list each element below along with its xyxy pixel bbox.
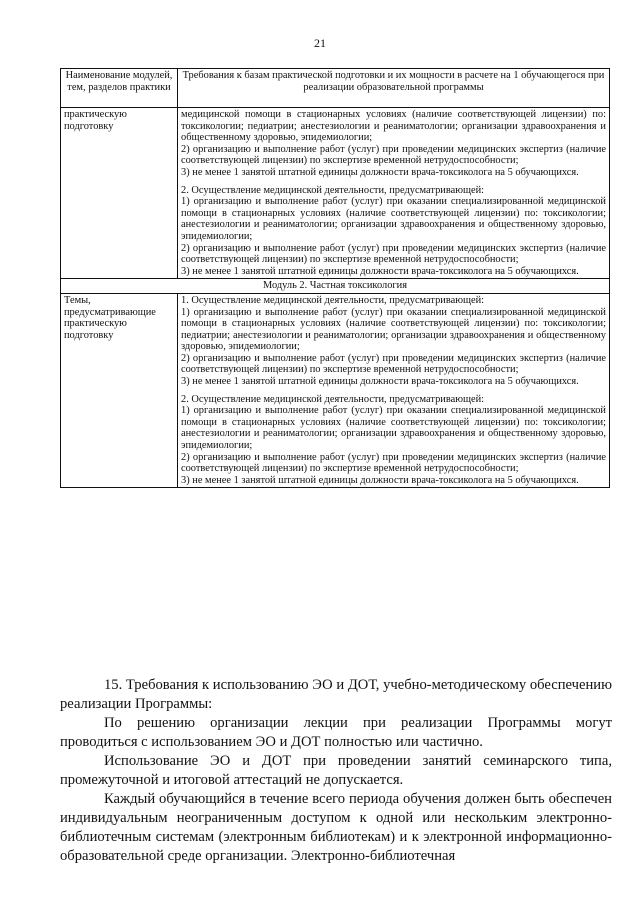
requirements-table: [60, 68, 610, 488]
row2-requirements-cell: [178, 293, 610, 488]
requirement-line: 2) организацию и выполнение работ (услуг) при проведении медицинских экспертиз (наличие соответствующей лицензии) по экспертизе временной нетрудоспособности;: [181, 242, 606, 266]
row1-topic-cell: практическую подготовку: [61, 108, 178, 279]
requirement-line: 1) организацию и выполнение работ (услуг) при оказании специализированной медицинской помощи в стационарных условиях (наличие соответствующей лицензии) по: токсикологии; анестезиологии и реаниматологии; организации здравоохранения и общественному здоровью, эпидемиологии;: [181, 196, 606, 242]
paragraph-library-access: Каждый обучающийся в течение всего периода обучения должен быть обеспечен индивидуальным неограниченным доступом к одной или нескольким электронно-библиотечным системам (электронным библиотекам) и к электронной информационно-образовательной среде организации. Электронно-библиотечная: [60, 791, 612, 864]
requirement-line: 1) организацию и выполнение работ (услуг) при оказании специализированной медицинской помощи в стационарных условиях (наличие соответствующей лицензии) по: токсикологии; педиатрии; анестезиологии и реаниматологии; организации здравоохранения и общественному здоровью, эпидемиологии;: [181, 306, 606, 353]
requirement-line: медицинской помощи в стационарных условиях (наличие соответствующей лицензии) по: токсикологии; педиатрии; анестезиологии и реаниматологии; организации здравоохранения и общественному здоровью, эпидемиологии;: [181, 109, 606, 144]
requirement-line: 2. Осуществление медицинской деятельности, предусматривающей:: [181, 393, 485, 405]
table-header-row: [61, 69, 610, 108]
requirement-line: 1. Осуществление медицинской деятельности, предусматривающей:: [181, 294, 485, 306]
row2-topic-cell: Темы, предусматривающие практическую подготовку: [61, 293, 178, 488]
row1-requirements-cell: [178, 108, 610, 279]
requirement-line: 3) не менее 1 занятой штатной единицы должности врача-токсиколога на 5 обучающихся.: [181, 166, 579, 178]
requirement-line: 2) организацию и выполнение работ (услуг) при проведении медицинских экспертиз (наличие соответствующей лицензии) по экспертизе временной нетрудоспособности;: [181, 143, 606, 167]
table-row: [61, 108, 610, 279]
header-modules-column: Наименование модулей, тем, разделов практики: [61, 69, 178, 108]
page-number: 21: [314, 36, 326, 50]
requirement-line: 3) не менее 1 занятой штатной единицы должности врача-токсиколога на 5 обучающихся.: [181, 474, 579, 486]
requirement-line: 2) организацию и выполнение работ (услуг) при проведении медицинских экспертиз (наличие соответствующей лицензии) по экспертизе временной нетрудоспособности;: [181, 451, 606, 475]
header-requirements-column: Требования к базам практической подготовки и их мощности в расчете на 1 обучающегося при реализации образовательной программы: [178, 69, 610, 108]
requirement-line: 3) не менее 1 занятой штатной единицы должности врача-токсиколога на 5 обучающихся.: [181, 265, 579, 277]
requirement-line: 2. Осуществление медицинской деятельности, предусматривающей:: [181, 184, 485, 196]
module-row: [61, 279, 610, 294]
requirement-line: 3) не менее 1 занятой штатной единицы должности врача-токсиколога на 5 обучающихся.: [181, 376, 579, 388]
body-text: [60, 676, 612, 866]
requirement-line: 1) организацию и выполнение работ (услуг) при оказании специализированной медицинской помощи в стационарных условиях (наличие соответствующей лицензии) по: токсикологии; анестезиологии и реаниматологии; организации здравоохранения и общественному здоровью, эпидемиологии;: [181, 405, 606, 452]
table-row: [61, 293, 610, 488]
paragraph-seminars: Использование ЭО и ДОТ при проведении занятий семинарского типа, промежуточной и итоговой аттестаций не допускается.: [60, 753, 612, 788]
section-15-heading: 15. Требования к использованию ЭО и ДОТ, учебно-методическому обеспечению реализации Программы:: [60, 677, 612, 712]
requirement-line: 2) организацию и выполнение работ (услуг) при проведении медицинских экспертиз (наличие соответствующей лицензии) по экспертизе временной нетрудоспособности;: [181, 352, 606, 376]
paragraph-lectures: По решению организации лекции при реализации Программы могут проводиться с использованием ЭО и ДОТ полностью или частично.: [60, 715, 612, 750]
module-title: Модуль 2. Частная токсикология: [61, 279, 610, 294]
